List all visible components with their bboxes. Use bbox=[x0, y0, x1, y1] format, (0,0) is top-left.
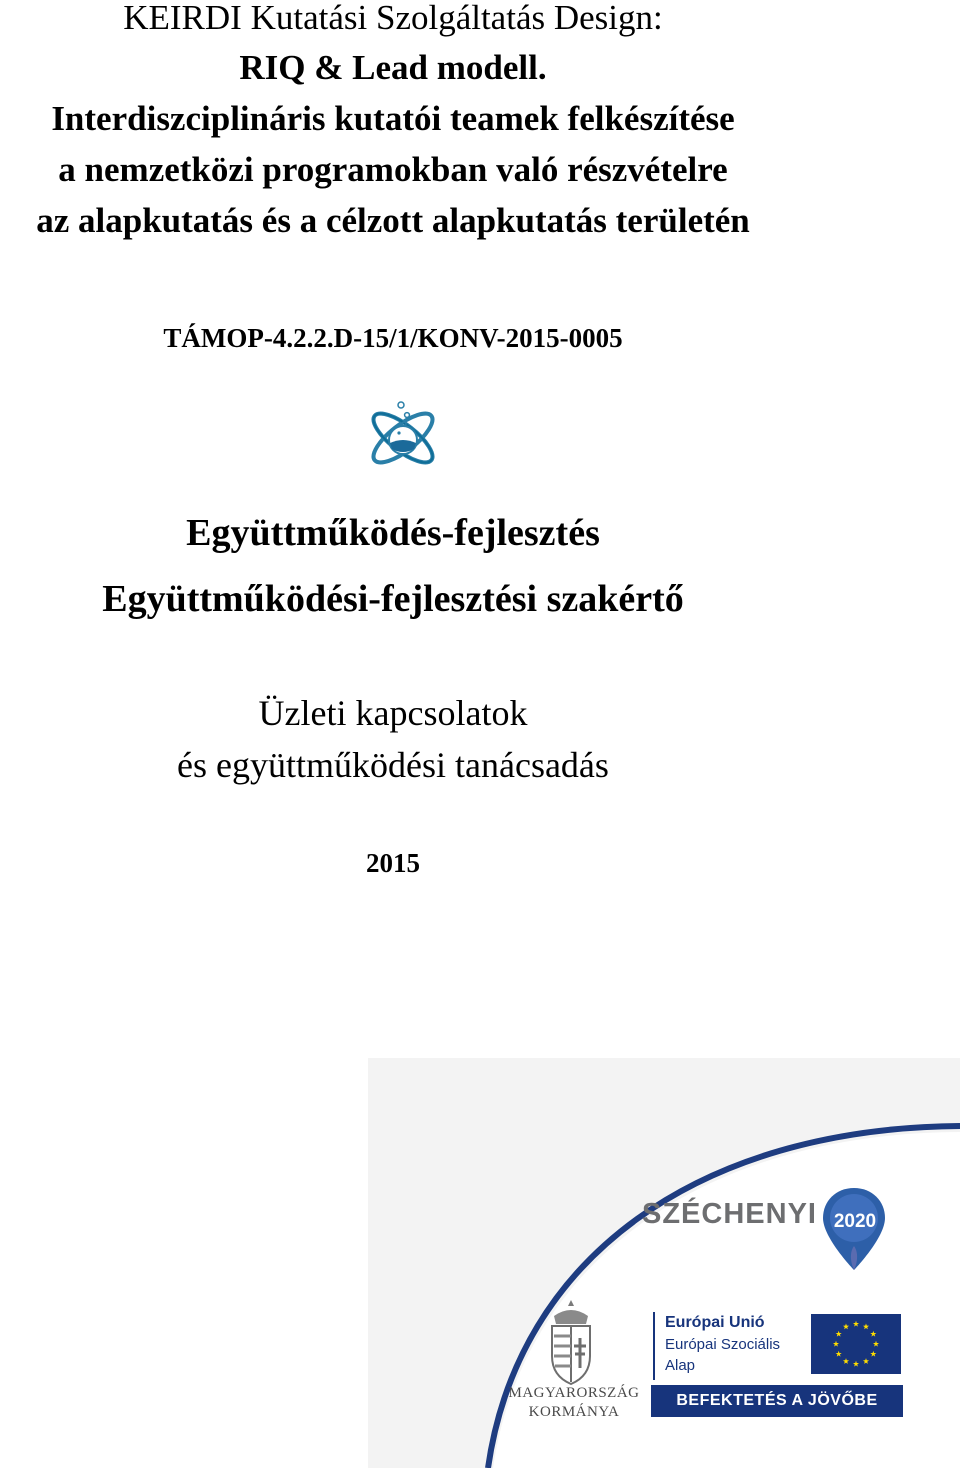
hungarian-coat-of-arms-icon bbox=[540, 1298, 602, 1386]
title-line-1: KEIRDI Kutatási Szolgáltatás Design: bbox=[123, 0, 663, 37]
eu-line-2: Európai Szociális bbox=[665, 1336, 781, 1353]
topic-line-2: és együttműködési tanácsadás bbox=[177, 745, 609, 785]
szechenyi-label: SZÉCHENYI bbox=[642, 1198, 817, 1230]
eu-line-1: Európai Unió bbox=[665, 1314, 765, 1331]
title-line-4: a nemzetközi programokban való részvételre bbox=[58, 150, 728, 189]
invest-in-future-banner: BEFEKTETÉS A JÖVŐBE bbox=[651, 1385, 903, 1417]
szechenyi-year: 2020 bbox=[833, 1211, 877, 1232]
topic-line-1: Üzleti kapcsolatok bbox=[258, 693, 528, 733]
funding-logos bbox=[368, 1058, 960, 1468]
atom-flask-icon bbox=[363, 393, 443, 479]
title-line-2: RIQ & Lead modell. bbox=[239, 48, 547, 87]
eu-flag-icon bbox=[811, 1314, 901, 1374]
title-line-3: Interdiszciplináris kutatói teamek felkészítése bbox=[51, 99, 735, 138]
eu-text-box bbox=[653, 1312, 803, 1380]
role-heading: Együttműködési-fejlesztési szakértő bbox=[102, 578, 684, 620]
eu-line-3: Alap bbox=[665, 1357, 696, 1374]
section-heading: Együttműködés-fejlesztés bbox=[186, 512, 600, 554]
year: 2015 bbox=[366, 848, 420, 878]
government-line-1: MAGYARORSZÁG bbox=[508, 1385, 640, 1401]
project-code: TÁMOP-4.2.2.D-15/1/KONV-2015-0005 bbox=[163, 323, 623, 353]
government-line-2: KORMÁNYA bbox=[528, 1404, 620, 1420]
title-line-5: az alapkutatás és a célzott alapkutatás területén bbox=[36, 201, 750, 240]
